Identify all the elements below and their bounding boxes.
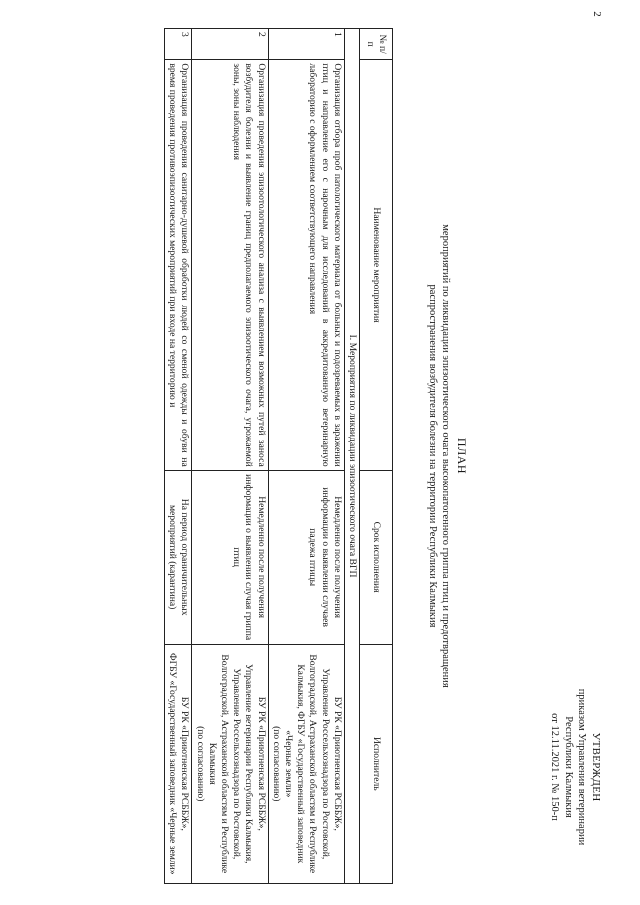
approval-stamp (548, 642, 602, 892)
executor-line: Управление Россельхознадзора по Ростовской, Волгоградской, Астраханской областям и Республике Калмыкия, ФГБУ «Государственный заповедник «Черные земли» (282, 654, 331, 874)
table-row (268, 29, 344, 884)
header-executor: Исполнитель (360, 644, 393, 883)
row-number: 2 (192, 29, 268, 60)
header-term: Срок исполнения (360, 470, 393, 644)
executor-line: БУ РК «Приютненская РСББЖ», (255, 696, 267, 831)
executor-line: (по согласованию) (270, 726, 282, 802)
row-measure: Организация отбора проб патологического материала от больных и подозреваемых в заражении птиц и направление его с нарочным для исследований в аккредитованную ветеринарную лабораторию с оформлением соответствующего направления (268, 60, 344, 470)
section-title: I. Мероприятия по ликвидации эпизоотического очага ВГП (344, 29, 359, 884)
executor-line: БУ РК «Приютненская РСББЖ», (331, 696, 343, 831)
rotated-page-content (0, 16, 612, 896)
executor-line: (по согласованию) (194, 726, 206, 802)
header-no: № п/п (360, 29, 393, 60)
table-header-row (360, 29, 393, 884)
row-executor (192, 644, 268, 883)
approval-line-1: приказом Управления ветеринарии (576, 688, 588, 846)
plan-title-block (426, 76, 469, 836)
row-executor (164, 644, 191, 883)
row-term: На период ограничительных мероприятий (карантина) (164, 470, 191, 644)
row-number: 3 (164, 29, 191, 60)
plan-heading: ПЛАН (455, 437, 469, 475)
approval-line-2: Республики Калмыкия (563, 716, 574, 818)
plan-subtitle-line-1: мероприятий по ликвидации эпизоотического очага высокопатогенного гриппа птиц и предотвращения (440, 224, 452, 688)
header-name: Наименование мероприятия (360, 60, 393, 470)
row-term: Немедленно после получения информации о выявлении случая гриппа птиц (192, 470, 268, 644)
approval-line-3: от 12.11.2021 г. № 150-п (549, 713, 561, 821)
section-row (344, 29, 359, 884)
table-row (192, 29, 268, 884)
plan-subtitle-line-2: распространения возбудителя болезни на территории Республики Калмыкия (427, 284, 438, 628)
executor-line: БУ РК «Приютненская РСББЖ», (179, 696, 191, 831)
executor-line: ФГБУ «Государственный заповедник «Черные земли» (167, 653, 179, 875)
row-executor (268, 644, 344, 883)
executor-line: Управление Россельхознадзора по Ростовской, Волгоградской, Астраханской областям и Республике Калмыкия (206, 654, 243, 874)
table-row (164, 29, 191, 884)
row-term: Немедленно после получения информации о выявлении случаев падежа птицы (268, 470, 344, 644)
row-measure: Организация проведения эпизоотологического анализа с выявлением возможных путей заноса возбудителя болезни и выявление границ предполагаемого эпизоотического очага, угрожаемой зоны, зоны наблюдения (192, 60, 268, 470)
row-number: 1 (268, 29, 344, 60)
executor-line: Управление ветеринарии Республики Калмыкия, (243, 664, 255, 864)
plan-table (164, 28, 393, 884)
row-measure: Организация проведения санитарно-душевой обработки людей со сменой одежды и обуви на время проведения противоэпизоотических мероприятий при входе на территорию и (164, 60, 191, 470)
approval-title: УТВЕРЖДЕН (590, 732, 602, 802)
page-number: 2 (590, 11, 603, 17)
